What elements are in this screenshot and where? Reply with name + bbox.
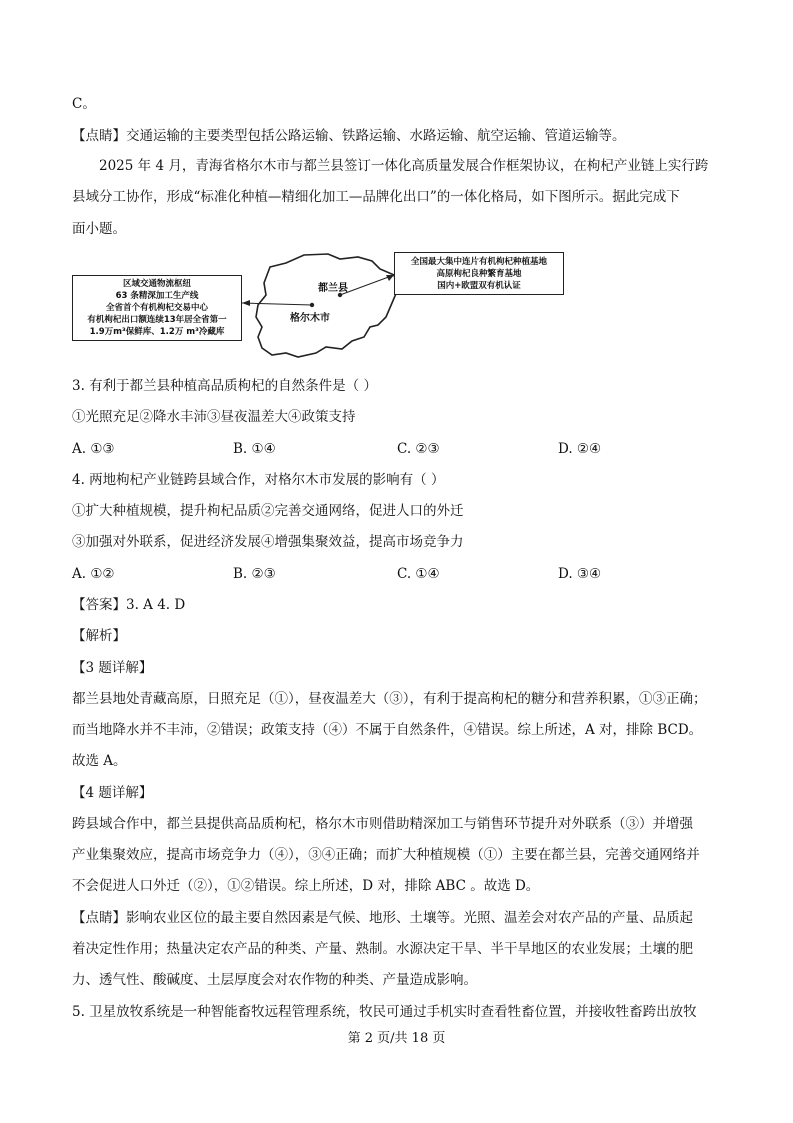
detail-4-title: 【4 题详解】 xyxy=(72,785,153,801)
q3-option-d: D. ②④ xyxy=(558,441,602,457)
q3-option-a: A. ①③ xyxy=(72,441,115,457)
golmud-point xyxy=(310,303,314,307)
intro-line: 2025 年 4 月，青海省格尔木市与都兰县签订一体化高质量发展合作框架协议，在枸杞产业链上实行跨 xyxy=(99,158,709,174)
detail-4-line: 产业集聚效应，提高市场竞争力（④），③④正确；而扩大种植规模（①）主要在都兰县，完善交通网络并 xyxy=(72,847,700,863)
intro-line: 面小题。 xyxy=(72,221,126,237)
detail-4-line: 跨县域合作中，都兰县提供高品质枸杞，格尔木市则借助精深加工与销售环节提升对外联系（③）并增强 xyxy=(72,816,693,832)
question-3-items: ①光照充足②降水丰沛③昼夜温差大④政策支持 xyxy=(72,409,356,425)
box-line: 国内+欧盟双有机认证 xyxy=(437,281,521,291)
q4-option-a: A. ①② xyxy=(72,566,115,582)
box-line: 区域交通物流枢纽 xyxy=(122,279,191,289)
question-4-stem: 4. 两地枸杞产业链跨县域合作，对格尔木市发展的影响有（ ） xyxy=(72,472,445,488)
label-golmud: 格尔木市 xyxy=(290,313,330,324)
arrowhead-left xyxy=(242,300,250,306)
analysis-heading: 【解析】 xyxy=(72,628,126,644)
tip-line: 【点睛】影响农业区位的最主要自然因素是气候、地形、土壤等。光照、温差会对农产品的产量、品质起 xyxy=(72,910,693,926)
detail-3-line: 都兰县地处青藏高原，日照充足（①），昼夜温差大（③），有利于提高枸杞的糖分和营养积累，①③正确； xyxy=(72,691,707,707)
detail-3-line: 故选 A。 xyxy=(72,753,127,769)
text-line: C。 xyxy=(72,96,96,112)
answer-line: 【答案】3. A 4. D xyxy=(72,597,186,613)
golmud-info-box xyxy=(72,275,242,341)
box-line: 高原枸杞良种繁育基地 xyxy=(436,269,522,279)
q4-option-c: C. ①④ xyxy=(397,566,440,582)
box-line: 有机枸杞出口额连续13年居全省第一 xyxy=(87,315,227,325)
tip-line: 【点睛】交通运输的主要类型包括公路运输、铁路运输、水路运输、航空运输、管道运输等。 xyxy=(72,128,626,144)
tip-line: 着决定性作用；热量决定农产品的种类、产量、熟制。水源决定干旱、半干旱地区的农业发展；土壤的肥 xyxy=(72,941,693,957)
question-4-items: ③加强对外联系，促进经济发展④增强集聚效益，提高市场竞争力 xyxy=(72,534,464,550)
q3-option-c: C. ②③ xyxy=(397,441,440,457)
q3-option-b: B. ①④ xyxy=(233,441,276,457)
label-dulan: 都兰县 xyxy=(318,283,348,294)
question-5-stem: 5. 卫星放牧系统是一种智能畜牧远程管理系统，牧民可通过手机实时查看牲畜位置，并接收牲畜跨出放牧 xyxy=(72,1004,697,1020)
detail-3-line: 而当地降水并不丰沛，②错误；政策支持（④）不属于自然条件，④错误。综上所述，A 对，排除 BCD。 xyxy=(72,722,703,738)
box-line: 全国最大集中连片有机枸杞种植基地 xyxy=(410,257,547,267)
detail-3-title: 【3 题详解】 xyxy=(72,660,153,676)
tip-line: 力、透气性、酸碱度、土层厚度会对农作物的种类、产量造成影响。 xyxy=(72,972,477,988)
qinghai-outline xyxy=(256,254,398,357)
intro-line: 县域分工协作，形成“标准化种植—精细化加工—品牌化出口”的一体化格局，如下图所示。据此完成下 xyxy=(72,189,680,205)
box-line: 1.9万m³保鲜库、1.2万 m³冷藏库 xyxy=(89,327,225,337)
dulan-info-box xyxy=(394,252,564,295)
box-line: 63 条精深加工生产线 xyxy=(115,291,199,301)
box-line: 全省首个有机枸杞交易中心 xyxy=(105,303,208,313)
figure xyxy=(72,245,592,360)
question-4-items: ①扩大种植规模，提升枸杞品质②完善交通网络，促进人口的外迁 xyxy=(72,503,464,519)
q4-option-b: B. ②③ xyxy=(233,566,276,582)
q4-option-d: D. ③④ xyxy=(558,566,602,582)
question-3-stem: 3. 有利于都兰县种植高品质枸杞的自然条件是（ ） xyxy=(72,378,377,394)
detail-4-line: 不会促进人口外迁（②），①②错误。综上所述，D 对，排除 ABC 。故选 D。 xyxy=(72,878,540,894)
page-footer: 第 2 页/共 18 页 xyxy=(347,1031,446,1046)
